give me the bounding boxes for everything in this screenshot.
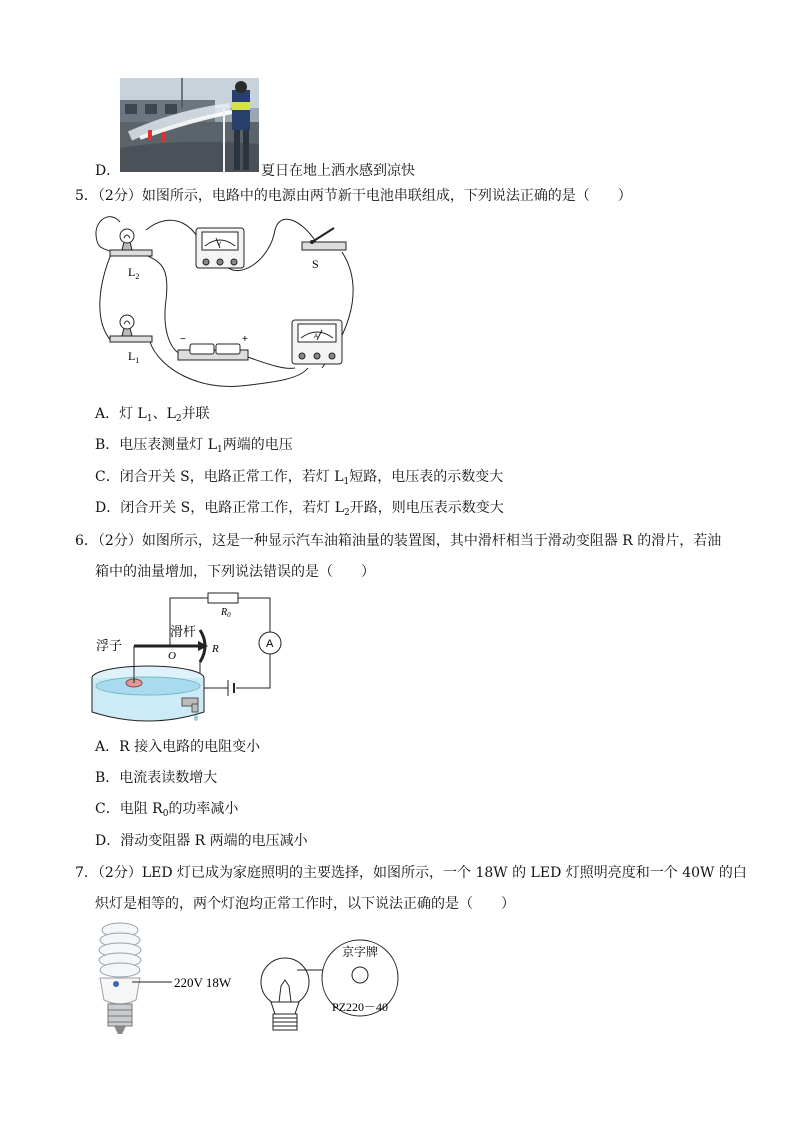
voltmeter-icon [196, 228, 244, 268]
ammeter-symbol: A [266, 638, 274, 650]
voltmeter-symbol: V [217, 242, 222, 248]
led-rating: 220V 18W [174, 975, 232, 990]
rheostat-label: R [212, 643, 219, 655]
bulb-rating: PZ220－40 [331, 1000, 389, 1014]
ammeter-symbol: A [314, 334, 319, 340]
q6-option-c: C．电阻 $R_0$的功率减小 [95, 801, 239, 819]
incandescent-bulb-figure [255, 930, 405, 1038]
switch-s-icon [302, 228, 346, 250]
q5-option-a: A．灯 $L_1$、$L_2$并联 [95, 406, 210, 424]
lamp-l2-icon [110, 229, 152, 256]
ammeter-icon [292, 320, 342, 364]
label-l1: $L_1$ [128, 349, 140, 365]
led-lamp-figure [92, 920, 262, 1044]
q5-option-b: B．电压表测量灯 $L_1$两端的电压 [95, 437, 293, 455]
r0-label: $R_0$ [221, 607, 231, 619]
q7-stem-line1: 7．（2分）LED 灯已成为家庭照明的主要选择，如图所示，一个 18W 的 LED 灯照明亮度和一个 40W 的白 [75, 865, 747, 881]
lamp-l1-icon [110, 315, 152, 342]
pivot-label: O [168, 650, 176, 662]
q5-stem: 5．（2分）如图所示，电路中的电源由两节新干电池串联组成，下列说法正确的是（ ） [75, 188, 632, 204]
q6-option-a: A．R 接入电路的电阻变小 [95, 739, 261, 755]
battery-icon [178, 344, 248, 360]
q4-option-d-text: 夏日在地上洒水感到凉快 [261, 163, 415, 179]
q5-option-d: D．闭合开关 S，电路正常工作，若灯 $L_2$开路，则电压表示数变大 [95, 500, 504, 518]
q6-fuel-gauge-figure [88, 590, 288, 724]
q6-stem-line1: 6．（2分）如图所示，这是一种显示汽车油箱油量的装置图，其中滑杆相当于滑动变阻器 R 的滑片，若油 [75, 533, 722, 549]
q6-option-d: D．滑动变阻器 R 两端的电压减小 [95, 833, 308, 849]
label-l2: $L_2$ [128, 265, 140, 281]
battery-plus: + [242, 334, 248, 345]
battery-minus: − [180, 334, 186, 345]
float-label: 浮子 [96, 639, 123, 654]
q6-option-b: B．电流表读数增大 [95, 770, 218, 786]
q5-circuit-figure [90, 200, 380, 392]
slider-label: 滑杆 [170, 625, 197, 640]
label-s: S [312, 257, 319, 271]
resistor-r0 [208, 593, 238, 603]
q6-stem-line2: 箱中的油量增加，下列说法错误的是（ ） [95, 564, 375, 580]
bulb-brand: 京字牌 [341, 945, 379, 959]
q7-stem-line2: 炽灯是相等的，两个灯泡均正常工作时，以下说法正确的是（ ） [95, 896, 515, 912]
q4-option-d-letter: D． [95, 163, 121, 179]
q5-option-c: C．闭合开关 S，电路正常工作，若灯 $L_1$短路，电压表的示数变大 [95, 469, 504, 487]
sprinkler-photo [120, 78, 259, 172]
